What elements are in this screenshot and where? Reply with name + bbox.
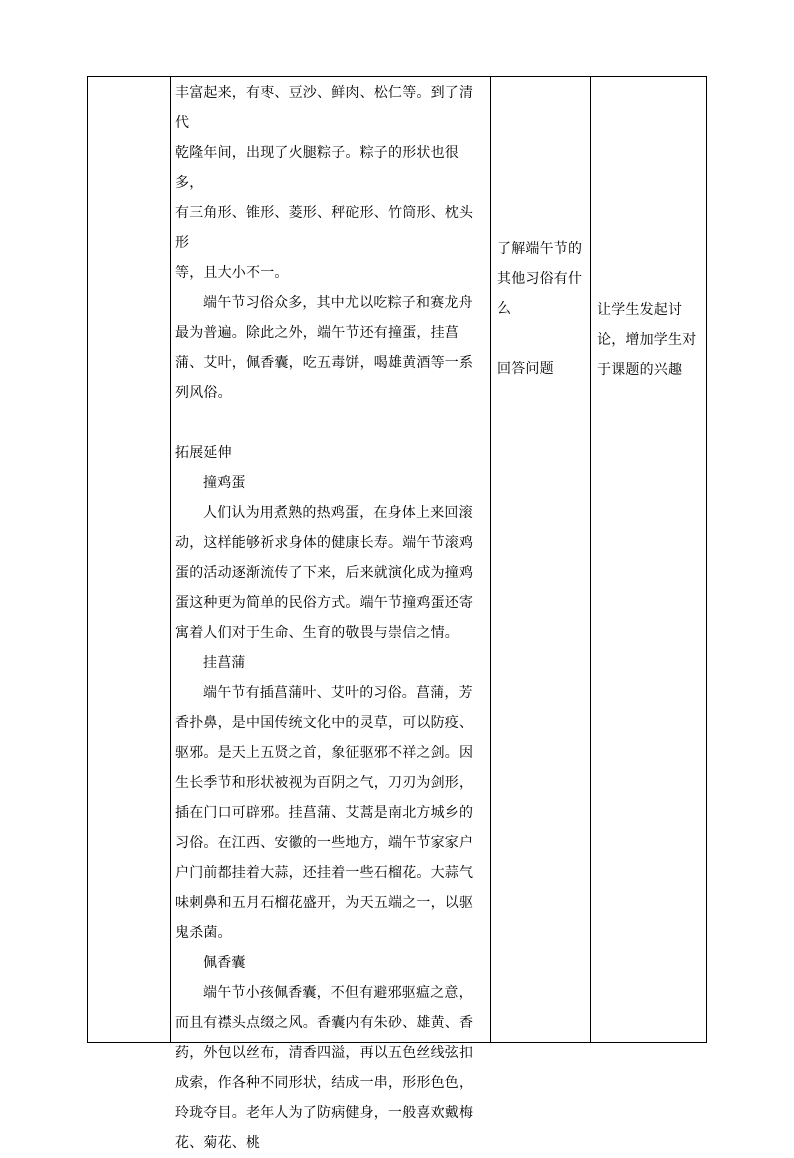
- extension-heading: 拓展延伸: [175, 445, 232, 461]
- content-line: 等，且大小不一。: [175, 265, 289, 281]
- answer-text: 回答问题: [497, 361, 554, 377]
- customs-paragraph: 端午节习俗众多，其中尤以吃粽子和赛龙舟最为普遍。除此之外，端午节还有撞蛋，挂菖蒲、艾叶，佩香囊，吃五毒饼，喝雄黄酒等一系列风俗。: [175, 295, 474, 401]
- intent-text: 让学生发起讨论，增加学生对于课题的兴趣: [597, 302, 697, 378]
- student-activity-cell: [490, 77, 590, 1042]
- egg-paragraph: 人们认为用煮熟的热鸡蛋，在身体上来回滚动，这样能够祈求身体的健康长寿。端午节滚鸡蛋的活动逐渐流传了下来，后来就演化成为撞鸡蛋这种更为简单的民俗方式。端午节撞鸡蛋还寄寓着人们对于生命、生育的敬畏与崇信之情。: [175, 505, 474, 641]
- teaching-content-cell: [170, 77, 490, 1151]
- lesson-plan-table: [87, 76, 707, 1151]
- activity-text: 了解端午节的其他习俗有什么: [497, 241, 583, 317]
- calamus-paragraph: 端午节有插菖蒲叶、艾叶的习俗。菖蒲，芳香扑鼻，是中国传统文化中的灵草，可以防疫、驱邪。是天上五贤之首，象征驱邪不祥之剑。因生长季节和形状被视为百阴之气，刀刃为剑形，插在门口可辟邪。挂菖蒲、艾蒿是南北方城乡的习俗。在江西、安徽的一些地方，端午节家家户户门前都挂着大蒜，还挂着一些石榴花。大蒜气味刺鼻和五月石榴花盛开，为天五端之一，以驱鬼杀菌。: [175, 685, 474, 941]
- calamus-heading: 挂菖蒲: [203, 655, 246, 671]
- content-line: 乾隆年间，出现了火腿粽子。粽子的形状也很多，: [175, 145, 459, 191]
- design-intent-cell: [590, 77, 707, 1042]
- content-line: 有三角形、锥形、菱形、秤砣形、竹筒形、枕头形: [175, 205, 474, 251]
- egg-heading: 撞鸡蛋: [203, 475, 246, 491]
- sachet-heading: 佩香囊: [203, 955, 246, 971]
- sachet-paragraph: 端午节小孩佩香囊，不但有避邪驱瘟之意，而且有襟头点缀之风。香囊内有朱砂、雄黄、香药，外包以丝布，清香四溢，再以五色丝线弦扣成索，作各种不同形状，结成一串，形形色色，玲珑夺目。老年人为了防病健身，一般喜欢戴梅花、菊花、桃: [175, 985, 474, 1151]
- content-line: 丰富起来，有枣、豆沙、鲜肉、松仁等。到了清代: [175, 85, 474, 131]
- stage-column-cell: [88, 77, 170, 1042]
